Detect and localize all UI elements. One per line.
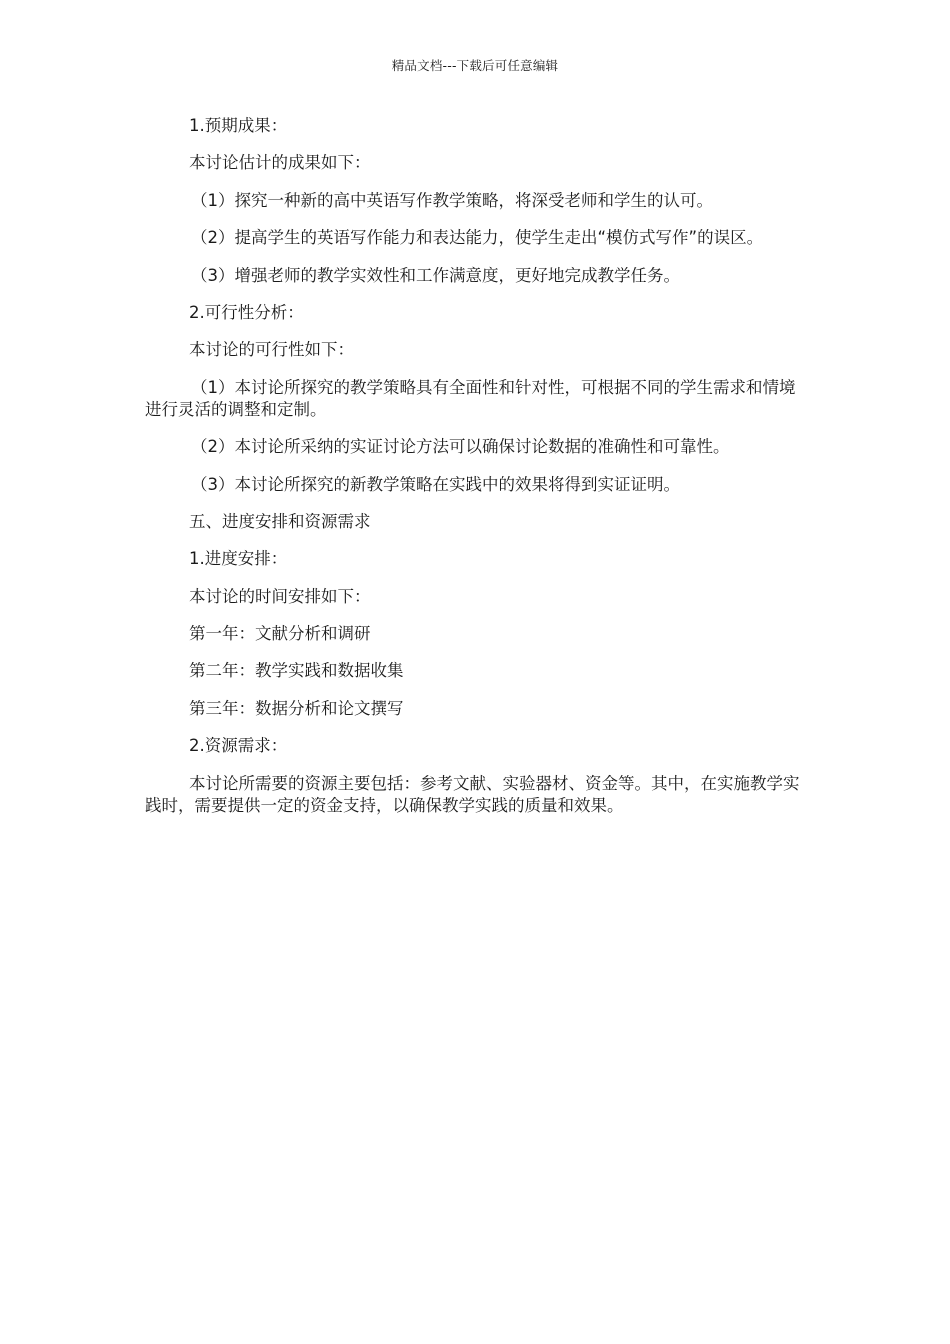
section-heading: 五、进度安排和资源需求 <box>189 511 371 531</box>
schedule-item: 第一年：文献分析和调研 <box>189 624 371 644</box>
list-item: （2）提高学生的英语写作能力和表达能力，使学生走出“模仿式写作”的误区。 <box>191 228 764 248</box>
list-item: （3）本讨论所探究的新教学策略在实践中的效果将得到实证证明。 <box>191 474 680 494</box>
heading-feasibility: 2.可行性分析： <box>189 302 304 322</box>
list-item: （1）本讨论所探究的教学策略具有全面性和针对性，可根据不同的学生需求和情境进行灵活的调整和定制。 <box>145 377 796 419</box>
document-body <box>145 115 810 832</box>
heading-resources: 2.资源需求： <box>189 736 288 756</box>
schedule-item: 第二年：教学实践和数据收集 <box>189 661 404 681</box>
page-header: 精品文档---下载后可任意编辑 <box>391 58 559 73</box>
paragraph: 本讨论的可行性如下： <box>189 340 354 360</box>
heading-expected-results: 1.预期成果： <box>189 116 288 135</box>
heading-schedule: 1.进度安排： <box>189 549 288 569</box>
list-item: （1）探究一种新的高中英语写作教学策略，将深受老师和学生的认可。 <box>191 190 713 210</box>
list-item: （2）本讨论所采纳的实证讨论方法可以确保讨论数据的准确性和可靠性。 <box>191 437 730 457</box>
paragraph: 本讨论所需要的资源主要包括：参考文献、实验器材、资金等。其中，在实施教学实践时，需要提供一定的资金支持，以确保教学实践的质量和效果。 <box>145 773 800 815</box>
paragraph: 本讨论估计的成果如下： <box>189 153 371 173</box>
schedule-item: 第三年：数据分析和论文撰写 <box>189 698 404 718</box>
paragraph: 本讨论的时间安排如下： <box>189 586 371 606</box>
list-item: （3）增强老师的教学实效性和工作满意度，更好地完成教学任务。 <box>191 265 680 285</box>
